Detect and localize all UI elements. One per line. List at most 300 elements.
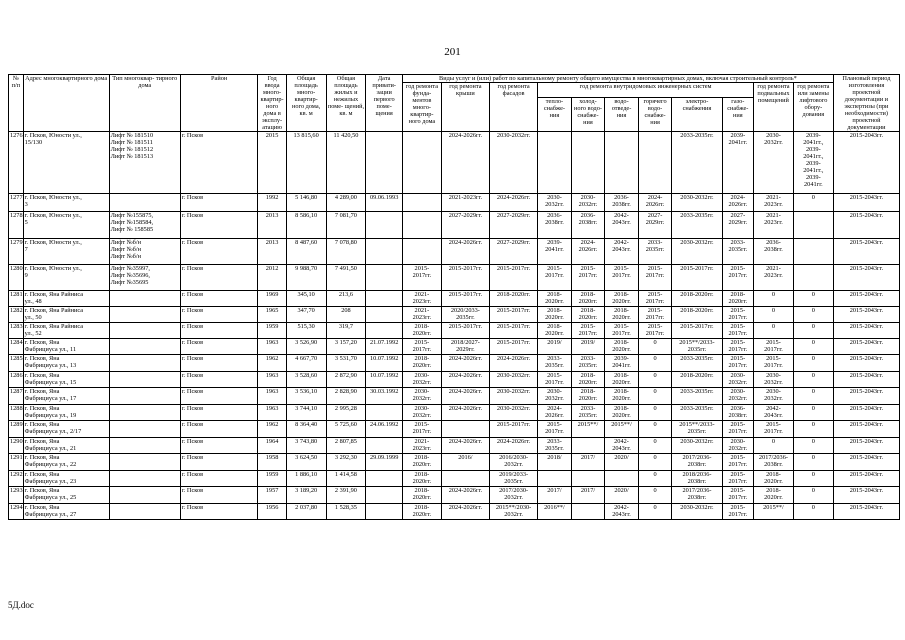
table-cell: 0 bbox=[638, 405, 672, 421]
table-cell: г. Псков, Юности ул., 9 bbox=[23, 265, 109, 291]
table-cell: 0 bbox=[638, 339, 672, 355]
table-cell bbox=[538, 471, 572, 487]
table-cell bbox=[793, 239, 833, 265]
table-cell: 3 189,20 bbox=[286, 487, 326, 504]
table-cell: г. Псков bbox=[180, 438, 258, 454]
header-living-area: Общая площадь жилых и нежилых поме- щений, кв. м bbox=[326, 75, 366, 132]
table-cell bbox=[366, 323, 403, 339]
table-cell: 2015-2043гг. bbox=[833, 405, 899, 421]
table-cell: 29.09.1999 bbox=[366, 454, 403, 471]
table-cell: 2015**/ bbox=[754, 504, 794, 520]
table-cell: 0 bbox=[793, 291, 833, 307]
table-cell bbox=[571, 438, 605, 454]
table-row bbox=[9, 239, 900, 265]
table-cell: 2020/ bbox=[605, 454, 639, 471]
table-cell: 7 491,50 bbox=[326, 265, 366, 291]
table-row bbox=[9, 487, 900, 504]
table-cell: 2030-2032гг. bbox=[489, 388, 537, 405]
table-cell: 2015-2017гг. bbox=[441, 323, 489, 339]
table-cell: 0 bbox=[638, 454, 672, 471]
table-cell: 2013 bbox=[258, 212, 286, 239]
header-roof: год ремонта крыши bbox=[441, 83, 489, 132]
table-cell: 0 bbox=[793, 454, 833, 471]
table-cell: 2019/ bbox=[571, 339, 605, 355]
table-cell: 2033- 2035гг. bbox=[571, 355, 605, 372]
table-cell: 2015-2043гг. bbox=[833, 504, 899, 520]
table-cell: 1958 bbox=[258, 454, 286, 471]
table-cell: 2015-2043гг. bbox=[833, 291, 899, 307]
table-cell: 1965 bbox=[258, 307, 286, 323]
table-cell: 0 bbox=[638, 438, 672, 454]
table-cell: 2021- 2023гг. bbox=[754, 265, 794, 291]
footer-filename: 5Д.doc bbox=[8, 600, 34, 610]
header-electric: электро- снабжения bbox=[672, 98, 722, 132]
table-cell bbox=[366, 132, 403, 194]
table-cell bbox=[109, 323, 180, 339]
table-cell: 2015**/ bbox=[571, 421, 605, 438]
table-cell: 2033- 2035гг. bbox=[638, 239, 672, 265]
table-cell: 2 995,28 bbox=[326, 405, 366, 421]
table-cell: 515,30 bbox=[286, 323, 326, 339]
table-cell: 2042- 2043гг. bbox=[605, 239, 639, 265]
table-cell bbox=[403, 132, 442, 194]
table-cell: 3 526,90 bbox=[286, 339, 326, 355]
table-cell: 2 807,85 bbox=[326, 438, 366, 454]
table-cell: 2015- 2017гг. bbox=[722, 265, 753, 291]
table-cell bbox=[366, 307, 403, 323]
table-cell: 2015- 2017гг. bbox=[722, 307, 753, 323]
table-cell: 2015- 2017гг. bbox=[722, 339, 753, 355]
table-cell bbox=[366, 405, 403, 421]
table-cell bbox=[403, 194, 442, 212]
table-cell: 1969 bbox=[258, 291, 286, 307]
table-cell: 2016**/ bbox=[538, 504, 572, 520]
table-cell: 2020/2033- 2035гг. bbox=[441, 307, 489, 323]
table-cell bbox=[109, 421, 180, 438]
table-cell: 2018- 2020гг. bbox=[605, 405, 639, 421]
header-privatization-date: Дата привати- зации первого поме- щения bbox=[366, 75, 403, 132]
table-cell: 2018- 2020гг. bbox=[605, 291, 639, 307]
header-heat: тепло- снабже- ния bbox=[538, 98, 572, 132]
table-cell: г. Псков, Яна Райниса ул., 50 bbox=[23, 307, 109, 323]
table-cell: 2030- 2032гг. bbox=[571, 194, 605, 212]
table-cell: 2021- 2023гг. bbox=[754, 212, 794, 239]
table-cell: 2015- 2017гг. bbox=[403, 339, 442, 355]
table-cell: г. Псков, Яна Фабрициуса ул., 19 bbox=[23, 405, 109, 421]
table-cell: 2018-2020гг. bbox=[672, 307, 722, 323]
table-cell: г. Псков, Яна Райниса ул., 52 bbox=[23, 323, 109, 339]
table-cell: Лифт №155875, Лифт №158584, Лифт № 158585 bbox=[109, 212, 180, 239]
table-cell: 2017/ bbox=[571, 454, 605, 471]
table-cell: 2015- 2017гг. bbox=[403, 265, 442, 291]
table-cell: г. Псков bbox=[180, 504, 258, 520]
table-cell: 2018- 2020гг. bbox=[538, 307, 572, 323]
table-cell: 2015-2017гг. bbox=[672, 323, 722, 339]
table-cell bbox=[403, 239, 442, 265]
table-row bbox=[9, 212, 900, 239]
table-cell: 2036- 2038гг. bbox=[754, 239, 794, 265]
table-cell: 1963 bbox=[258, 388, 286, 405]
table-cell: 2018- 2020гг. bbox=[754, 487, 794, 504]
table-cell: 2021- 2023гг. bbox=[403, 291, 442, 307]
table-cell: 0 bbox=[793, 471, 833, 487]
capital-repair-table bbox=[8, 74, 900, 520]
table-cell: 2015- 2017гг. bbox=[638, 265, 672, 291]
table-cell: 2033-2035гг. bbox=[672, 388, 722, 405]
table-cell: 2019/2033- 2035гг. bbox=[489, 471, 537, 487]
table-cell: 1959 bbox=[258, 323, 286, 339]
table-cell: 4 289,00 bbox=[326, 194, 366, 212]
table-cell bbox=[366, 487, 403, 504]
table-cell bbox=[793, 265, 833, 291]
table-cell: 2015-2017гг. bbox=[489, 265, 537, 291]
table-cell: 7 078,80 bbox=[326, 239, 366, 265]
header-num: № п/п bbox=[9, 75, 24, 132]
table-cell: 2024-2026гг. bbox=[441, 388, 489, 405]
header-district: Район bbox=[180, 75, 258, 132]
table-cell: г. Псков, Яна Фабрициуса ул., 2/17 bbox=[23, 421, 109, 438]
table-cell bbox=[571, 471, 605, 487]
table-cell: 2018/2027- 2029гг. bbox=[441, 339, 489, 355]
table-cell: 2018- 2020гг. bbox=[605, 388, 639, 405]
table-cell: 7 081,70 bbox=[326, 212, 366, 239]
table-cell: 2030- 2032гг. bbox=[403, 388, 442, 405]
header-planned: Плановый период изготовления проектной документации и экспертизы (при необходимости) проектной документации bbox=[833, 75, 899, 132]
header-elevator: год ремонта или замены лифтового обору- дования bbox=[793, 83, 833, 132]
table-cell: 8 586,10 bbox=[286, 212, 326, 239]
table-cell: 2018-2020гг. bbox=[672, 291, 722, 307]
table-cell: 2018- 2020гг. bbox=[403, 487, 442, 504]
table-cell: 0 bbox=[754, 323, 794, 339]
table-cell bbox=[109, 471, 180, 487]
table-cell: 2018- 2020гг. bbox=[605, 372, 639, 388]
table-cell: 2030- 2032гг. bbox=[754, 372, 794, 388]
table-cell: 2015- 2017гг. bbox=[638, 307, 672, 323]
table-cell: 2015- 2017гг. bbox=[538, 265, 572, 291]
table-cell: 2015- 2017гг. bbox=[722, 355, 753, 372]
table-cell: 2024-2026гг. bbox=[489, 194, 537, 212]
table-cell: 1992 bbox=[258, 194, 286, 212]
table-cell: 2015- 2017гг. bbox=[605, 323, 639, 339]
table-cell bbox=[403, 212, 442, 239]
table-cell: 0 bbox=[793, 355, 833, 372]
table-cell: 2033- 2035гг. bbox=[722, 239, 753, 265]
table-cell: 1963 bbox=[258, 339, 286, 355]
table-row bbox=[9, 194, 900, 212]
table-cell: 3 292,30 bbox=[326, 454, 366, 471]
table-cell: 13 815,60 bbox=[286, 132, 326, 194]
table-cell: 2015-2043гг. bbox=[833, 355, 899, 372]
table-cell: 2 872,90 bbox=[326, 372, 366, 388]
table-cell: 347,70 bbox=[286, 307, 326, 323]
table-cell: 2024- 2026гг. bbox=[722, 194, 753, 212]
table-cell: 2017/2036- 2038гг. bbox=[754, 454, 794, 471]
table-cell: 2015-2043гг. bbox=[833, 239, 899, 265]
table-cell: 1959 bbox=[258, 471, 286, 487]
table-cell: 2015- 2017гг. bbox=[571, 323, 605, 339]
table-cell: 8 364,40 bbox=[286, 421, 326, 438]
header-total-area: Общая площадь много- квартир- ного дома, кв. м bbox=[286, 75, 326, 132]
table-cell: 5 146,80 bbox=[286, 194, 326, 212]
table-cell: 8 487,60 bbox=[286, 239, 326, 265]
table-cell: 2015-2017гг. bbox=[441, 265, 489, 291]
table-cell: 2015-2043гг. bbox=[833, 132, 899, 194]
table-cell: 0 bbox=[793, 405, 833, 421]
table-cell: 2024-2026гг. bbox=[441, 355, 489, 372]
table-row bbox=[9, 355, 900, 372]
table-cell: 3 531,70 bbox=[326, 355, 366, 372]
table-cell: 2015-2017гг. bbox=[489, 307, 537, 323]
table-cell bbox=[571, 132, 605, 194]
table-cell: 2019/ bbox=[538, 339, 572, 355]
table-cell bbox=[638, 132, 672, 194]
table-cell: 2 037,80 bbox=[286, 504, 326, 520]
table-cell: 2015- 2017гг. bbox=[638, 323, 672, 339]
table-cell: 2024-2026гг. bbox=[441, 438, 489, 454]
table-cell: 1289 bbox=[9, 421, 24, 438]
table-cell: 1962 bbox=[258, 421, 286, 438]
table-cell bbox=[366, 471, 403, 487]
table-cell: 0 bbox=[754, 438, 794, 454]
table-cell: 2017/ bbox=[571, 487, 605, 504]
table-cell: 1 886,10 bbox=[286, 471, 326, 487]
table-cell: 2018- 2020гг. bbox=[403, 323, 442, 339]
table-cell: 2033-2035гг. bbox=[672, 212, 722, 239]
table-cell: 2015-2043гг. bbox=[833, 471, 899, 487]
table-cell: Лифт №б/н Лифт №б/н Лифт №б/н bbox=[109, 239, 180, 265]
table-cell: 2018- 2020гг. bbox=[571, 388, 605, 405]
table-cell: 1962 bbox=[258, 355, 286, 372]
table-cell: г. Псков, Яна Фабрициуса ул., 25 bbox=[23, 487, 109, 504]
table-cell: 2024- 2026гг. bbox=[638, 194, 672, 212]
table-cell bbox=[109, 372, 180, 388]
page-number: 201 bbox=[444, 46, 461, 58]
table-cell: 2036- 2038гг. bbox=[538, 212, 572, 239]
table-cell: 2018-2020гг. bbox=[489, 291, 537, 307]
table-cell: 2018- 2020гг. bbox=[538, 291, 572, 307]
table-cell: г. Псков bbox=[180, 307, 258, 323]
table-header bbox=[9, 75, 900, 132]
table-cell: 2015-2043гг. bbox=[833, 194, 899, 212]
table-cell: 2030- 2032гг. bbox=[538, 194, 572, 212]
table-cell bbox=[366, 291, 403, 307]
table-cell: 2042- 2043гг. bbox=[605, 212, 639, 239]
table-cell: 2015**/2033- 2035гг. bbox=[672, 421, 722, 438]
table-cell bbox=[109, 339, 180, 355]
table-cell: 2024- 2026гг. bbox=[538, 405, 572, 421]
table-cell: 2024- 2026гг. bbox=[571, 239, 605, 265]
table-cell: 2018- 2020гг. bbox=[605, 307, 639, 323]
table-cell: 2018/ bbox=[538, 454, 572, 471]
table-cell: 4 667,70 bbox=[286, 355, 326, 372]
table-cell: 2030- 2032гг. bbox=[403, 372, 442, 388]
table-cell: 2015- 2017гг. bbox=[571, 265, 605, 291]
table-cell bbox=[441, 421, 489, 438]
table-cell: 208 bbox=[326, 307, 366, 323]
table-cell: 3 157,20 bbox=[326, 339, 366, 355]
table-cell: 1280 bbox=[9, 265, 24, 291]
table-cell: 2024-2026гг. bbox=[441, 372, 489, 388]
table-cell: 2015- 2017гг. bbox=[754, 339, 794, 355]
header-sewer: водо- отведе- ния bbox=[605, 98, 639, 132]
table-cell: 0 bbox=[638, 487, 672, 504]
table-cell: 0 bbox=[793, 339, 833, 355]
table-cell: 2015- 2017гг. bbox=[722, 421, 753, 438]
table-cell: 1278 bbox=[9, 212, 24, 239]
table-row bbox=[9, 323, 900, 339]
table-cell: г. Псков, Яна Фабрициуса ул., 17 bbox=[23, 388, 109, 405]
table-cell: 2015-2043гг. bbox=[833, 438, 899, 454]
table-cell: г. Псков bbox=[180, 239, 258, 265]
header-facade: год ремонта фасадов bbox=[489, 83, 537, 132]
table-cell: 2030-2032гг. bbox=[489, 132, 537, 194]
table-cell: г. Псков bbox=[180, 323, 258, 339]
table-cell: г. Псков bbox=[180, 339, 258, 355]
table-cell: г. Псков, Яна Фабрициуса ул., 22 bbox=[23, 454, 109, 471]
table-cell bbox=[366, 438, 403, 454]
table-cell: 0 bbox=[638, 372, 672, 388]
table-cell: 24.06.1992 bbox=[366, 421, 403, 438]
table-cell: 2015-2043гг. bbox=[833, 372, 899, 388]
table-cell: 2018- 2020гг. bbox=[754, 471, 794, 487]
table-cell: 1282 bbox=[9, 307, 24, 323]
table-cell: 3 528,60 bbox=[286, 372, 326, 388]
table-cell: 1284 bbox=[9, 339, 24, 355]
table-cell: 2015- 2017гг. bbox=[722, 454, 753, 471]
table-cell: 0 bbox=[793, 194, 833, 212]
table-row bbox=[9, 265, 900, 291]
table-cell: 2015-2043гг. bbox=[833, 212, 899, 239]
table-cell: 1290 bbox=[9, 438, 24, 454]
table-cell: 2024-2026гг. bbox=[441, 239, 489, 265]
table-cell: 10.07.1992 bbox=[366, 372, 403, 388]
table-cell: 2039- 2041гг. bbox=[722, 132, 753, 194]
table-row bbox=[9, 454, 900, 471]
table-cell bbox=[109, 291, 180, 307]
table-cell: 2036- 2038гг. bbox=[605, 194, 639, 212]
table-cell: 2015-2043гг. bbox=[833, 454, 899, 471]
table-cell: 2018/2036- 2038гг. bbox=[672, 471, 722, 487]
table-cell bbox=[109, 487, 180, 504]
table-cell: 1291 bbox=[9, 454, 24, 471]
table-cell: 5 725,60 bbox=[326, 421, 366, 438]
table-row bbox=[9, 438, 900, 454]
table-cell bbox=[109, 504, 180, 520]
table-cell: 2018- 2020гг. bbox=[403, 355, 442, 372]
table-cell: 2013 bbox=[258, 239, 286, 265]
table-cell: 11 420,50 bbox=[326, 132, 366, 194]
table-cell: 1963 bbox=[258, 405, 286, 421]
table-cell: 1281 bbox=[9, 291, 24, 307]
table-row bbox=[9, 504, 900, 520]
table-cell: 3 744,10 bbox=[286, 405, 326, 421]
table-cell: 2015 bbox=[258, 132, 286, 194]
table-cell: 2015- 2017гг. bbox=[722, 504, 753, 520]
table-cell: г. Псков, Юности ул., 3 bbox=[23, 194, 109, 212]
table-cell: 2024-2026гг. bbox=[489, 355, 537, 372]
header-year: Год ввода много- квартир- ного дома в эксплу- атацию bbox=[258, 75, 286, 132]
table-cell: Лифт №35997, Лифт №35696, Лифт №35695 bbox=[109, 265, 180, 291]
table-cell bbox=[109, 438, 180, 454]
table-cell: 2015-2017гг. bbox=[489, 339, 537, 355]
table-cell: 0 bbox=[754, 291, 794, 307]
table-cell: 2033-2035гг. bbox=[672, 132, 722, 194]
table-cell: г. Псков, Яна Фабрициуса ул., 13 bbox=[23, 355, 109, 372]
table-cell: 2027-2029гг. bbox=[489, 212, 537, 239]
table-cell: 0 bbox=[638, 421, 672, 438]
table-cell: 3 743,80 bbox=[286, 438, 326, 454]
table-cell bbox=[109, 405, 180, 421]
table-cell: 2015-2017гг. bbox=[489, 421, 537, 438]
table-cell: 2042- 2043гг. bbox=[605, 438, 639, 454]
table-cell: 2033-2035гг. bbox=[672, 405, 722, 421]
table-cell: 2036- 2038гг. bbox=[571, 212, 605, 239]
table-cell bbox=[109, 355, 180, 372]
table-cell: 2030-2032гг. bbox=[489, 405, 537, 421]
table-cell: 2027-2029гг. bbox=[489, 239, 537, 265]
table-row bbox=[9, 421, 900, 438]
table-cell: г. Псков, Яна Фабрициуса ул., 23 bbox=[23, 471, 109, 487]
table-cell bbox=[366, 239, 403, 265]
table-cell: 2027-2029гг. bbox=[441, 212, 489, 239]
table-cell: 2024-2026гг. bbox=[441, 132, 489, 194]
table-cell: 10.07.1992 bbox=[366, 355, 403, 372]
table-cell: 2015-2017гг. bbox=[441, 291, 489, 307]
table-cell: 2018- 2020гг. bbox=[605, 339, 639, 355]
table-cell: 2021- 2023гг. bbox=[754, 194, 794, 212]
table-cell: 0 bbox=[793, 487, 833, 504]
table-cell: г. Псков bbox=[180, 291, 258, 307]
table-cell: 213,6 bbox=[326, 291, 366, 307]
table-cell: 3 624,50 bbox=[286, 454, 326, 471]
table-cell: 2015- 2017гг. bbox=[538, 372, 572, 388]
table-cell: 2033- 2035гг. bbox=[538, 355, 572, 372]
table-cell: 0 bbox=[793, 323, 833, 339]
header-gas: газо- снабже- ния bbox=[722, 98, 753, 132]
table-cell: 2016/2030- 2032гг. bbox=[489, 454, 537, 471]
table-cell: 2030-2032гг. bbox=[489, 372, 537, 388]
table-cell: г. Псков bbox=[180, 355, 258, 372]
table-cell: 2039- 2041гг. bbox=[605, 355, 639, 372]
table-cell: г. Псков bbox=[180, 487, 258, 504]
table-row bbox=[9, 372, 900, 388]
table-cell: 1 528,35 bbox=[326, 504, 366, 520]
table-cell: 2030- 2032гг. bbox=[722, 388, 753, 405]
table-cell: 1277 bbox=[9, 194, 24, 212]
header-services: Виды услуг и (или) работ по капитальному ремонту общего имущества в многоквартирных домах, включая строительный контроль* bbox=[403, 75, 834, 83]
table-cell: 2 391,90 bbox=[326, 487, 366, 504]
table-cell: 0 bbox=[793, 388, 833, 405]
table-cell: 319,7 bbox=[326, 323, 366, 339]
table-row bbox=[9, 132, 900, 194]
table-cell: 1293 bbox=[9, 487, 24, 504]
table-cell: 1279 bbox=[9, 239, 24, 265]
table-cell: 1964 bbox=[258, 438, 286, 454]
table-cell: г. Псков bbox=[180, 212, 258, 239]
table-cell: 2020/ bbox=[605, 487, 639, 504]
table-cell: 2015-2017гг. bbox=[672, 265, 722, 291]
table-cell: 1287 bbox=[9, 388, 24, 405]
table-cell: 2039- 2041гг. bbox=[538, 239, 572, 265]
table-cell: 30.03.1992 bbox=[366, 388, 403, 405]
table-cell: 2015**/2033- 2035гг. bbox=[672, 339, 722, 355]
table-cell: 2030- 2032гг. bbox=[754, 388, 794, 405]
table-cell: 2042- 2043гг. bbox=[754, 405, 794, 421]
table-cell bbox=[109, 307, 180, 323]
table-row bbox=[9, 339, 900, 355]
table-cell: 1283 bbox=[9, 323, 24, 339]
table-row bbox=[9, 307, 900, 323]
